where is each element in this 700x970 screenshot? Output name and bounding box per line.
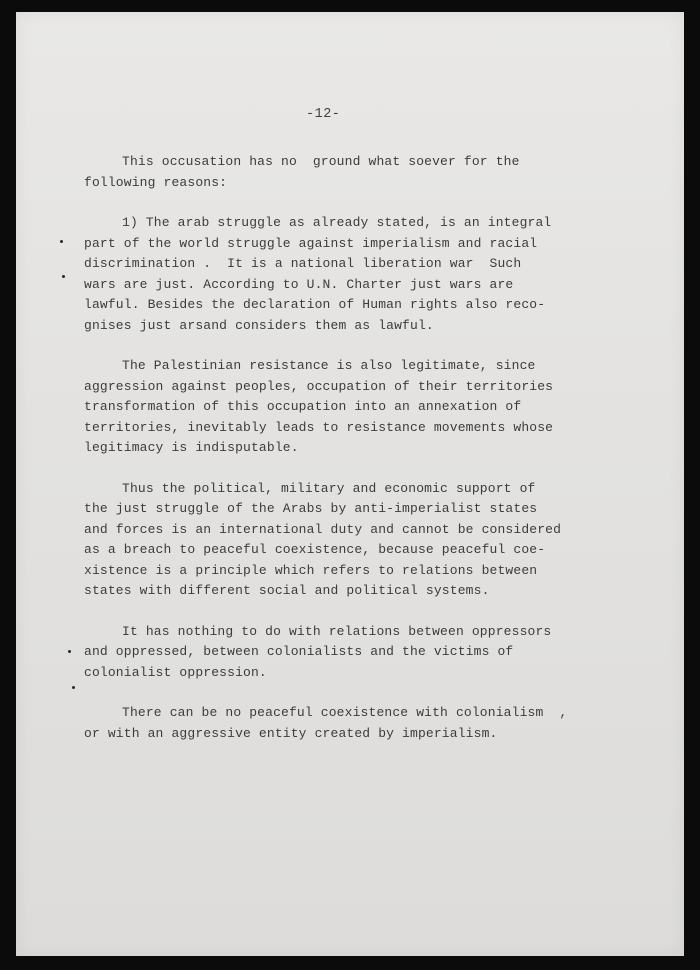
- text-line: gnises just arsand considers them as lawful.: [84, 317, 434, 333]
- text-line: wars are just. According to U.N. Charter just wars are: [84, 276, 514, 292]
- text-line: or with an aggressive entity created by imperialism.: [84, 725, 498, 741]
- text-line: territories, inevitably leads to resistance movements whose: [84, 419, 554, 435]
- paragraph-palestinian-resistance: [84, 356, 604, 459]
- text-line: and oppressed, between colonialists and the victims of: [84, 644, 514, 659]
- text-line: lawful. Besides the declaration of Human rights also reco-: [84, 297, 546, 312]
- text-line: 1) The arab struggle as already stated, is an integral: [122, 215, 552, 230]
- text-line: part of the world struggle against imperialism and racial: [84, 235, 538, 251]
- margin-dot: [60, 240, 63, 243]
- text-line: the just struggle of the Arabs by anti-imperialist states: [84, 501, 538, 516]
- text-line: This occusation has no ground what soever for the: [122, 154, 520, 169]
- paragraph-reason-1: [84, 213, 604, 336]
- text-line: following reasons:: [84, 174, 228, 190]
- margin-dot: [62, 275, 65, 278]
- margin-dot: [68, 650, 71, 653]
- text-line: states with different social and political systems.: [84, 583, 490, 598]
- paragraph-support: [84, 479, 604, 602]
- paragraph-oppression: [84, 622, 604, 684]
- page-number: -12-: [306, 107, 341, 122]
- text-line: Thus the political, military and economic support of: [122, 480, 536, 496]
- document-body: [84, 152, 604, 764]
- paragraph-coexistence: [84, 703, 604, 744]
- paragraph-intro: [84, 152, 604, 193]
- text-line: aggression against peoples, occupation of their territories: [84, 378, 554, 394]
- margin-dot: [72, 686, 75, 689]
- text-line: xistence is a principle which refers to relations between: [84, 562, 538, 578]
- text-line: discrimination . It is a national liberation war Such: [84, 256, 522, 271]
- text-line: colonialist oppression.: [84, 664, 267, 680]
- text-line: transformation of this occupation into an annexation of: [84, 399, 522, 414]
- text-line: legitimacy is indisputable.: [84, 440, 299, 455]
- text-line: There can be no peaceful coexistence with colonialism ,: [122, 705, 568, 720]
- text-line: as a breach to peaceful coexistence, because peaceful coe-: [84, 542, 546, 557]
- text-line: and forces is an international duty and cannot be considered: [84, 521, 562, 537]
- text-line: It has nothing to do with relations between oppressors: [122, 623, 552, 639]
- text-line: The Palestinian resistance is also legitimate, since: [122, 358, 536, 373]
